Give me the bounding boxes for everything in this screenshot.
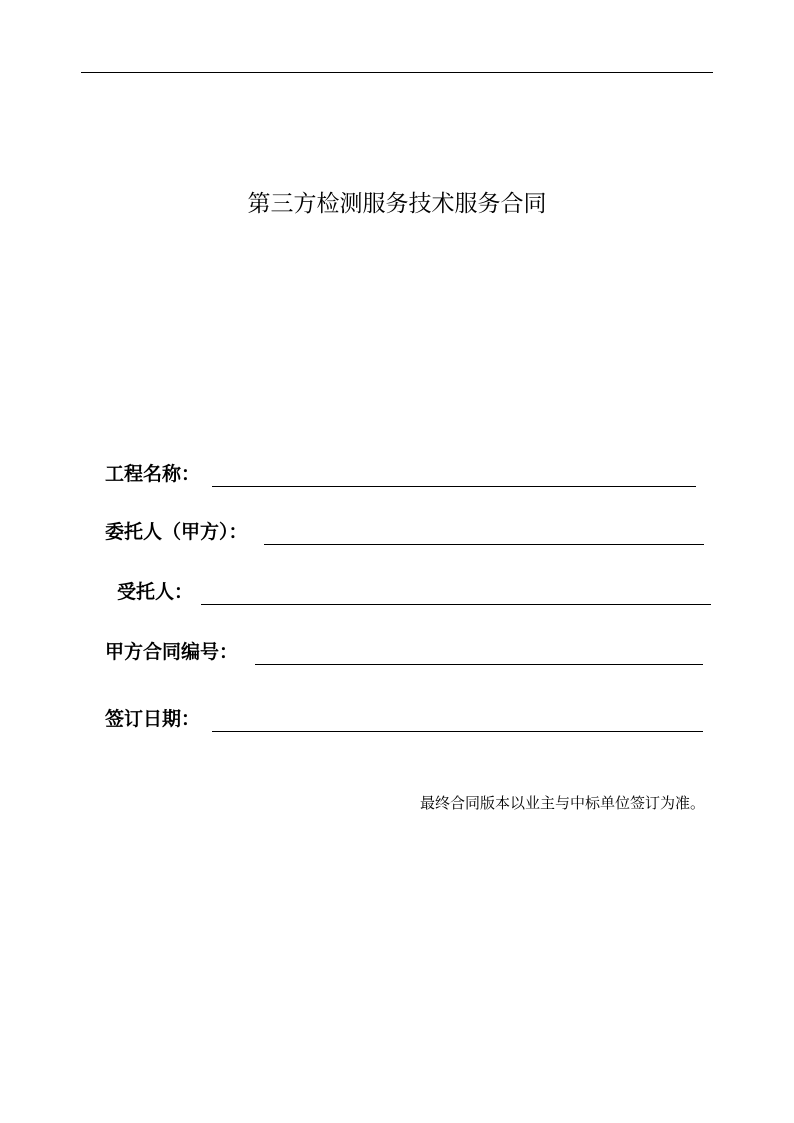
- field-label-contractor: 受托人：: [117, 581, 194, 603]
- field-label-contract-number: 甲方合同编号：: [105, 641, 239, 663]
- fill-line-signing-date[interactable]: [212, 731, 703, 732]
- field-label-signing-date: 签订日期：: [105, 708, 201, 730]
- document-title: 第三方检测服务技术服务合同: [247, 191, 547, 217]
- fill-line-client[interactable]: [264, 544, 704, 545]
- header-rule: [81, 72, 713, 73]
- field-contract-number: [105, 638, 705, 670]
- field-signing-date: [105, 705, 705, 737]
- fill-line-project-name[interactable]: [212, 486, 696, 487]
- field-client: [105, 518, 705, 550]
- field-project-name: [105, 460, 700, 492]
- fill-line-contractor[interactable]: [201, 604, 711, 605]
- field-label-project-name: 工程名称：: [105, 463, 201, 485]
- footnote: 最终合同版本以业主与中标单位签订为准。: [419, 794, 705, 812]
- field-contractor: [117, 578, 713, 610]
- fill-line-contract-number[interactable]: [255, 664, 703, 665]
- field-label-client: 委托人（甲方）：: [105, 521, 248, 543]
